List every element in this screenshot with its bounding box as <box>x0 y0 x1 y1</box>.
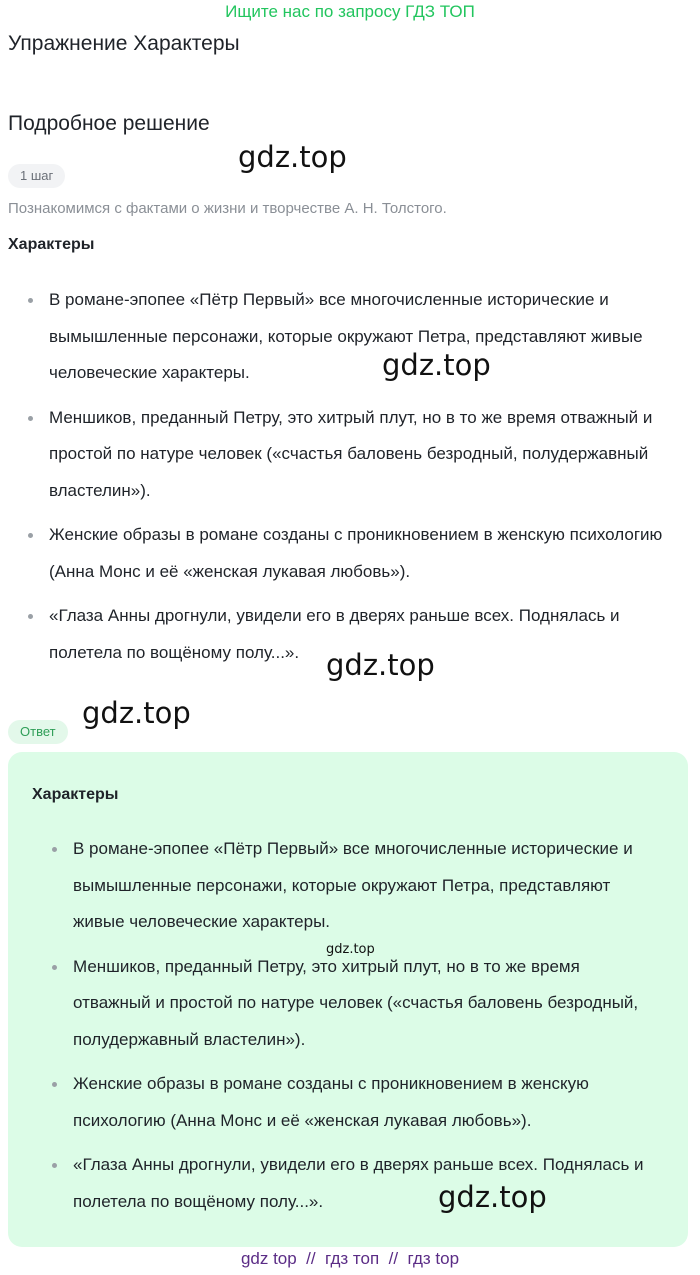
list-item: Женские образы в романе созданы с проникновением в женскую психологию (Анна Монс и её «женская лукавая любовь»). <box>32 1066 662 1139</box>
intro-text: Познакомимся с фактами о жизни и творчестве А. Н. Толстого. <box>8 200 447 217</box>
list-item: Меншиков, преданный Петру, это хитрый плут, но в то же время отважный и простой по натуре человек («счастья баловень безродный, полудержавный властелин»). <box>8 400 688 510</box>
list-item: «Глаза Анны дрогнули, увидели его в дверях раньше всех. Поднялась и полетела по вощёному полу...». <box>32 1147 662 1220</box>
watermark: gdz.top <box>438 1180 547 1214</box>
step-badge: 1 шаг <box>8 164 65 188</box>
answer-heading: Характеры <box>32 786 119 803</box>
footer: gdz top // гдз топ // гдз top <box>240 1249 460 1268</box>
watermark: gdz.top <box>382 348 491 382</box>
list-item: Женские образы в романе созданы с проникновением в женскую психологию (Анна Монс и её «женская лукавая любовь»). <box>8 517 688 590</box>
list-item: «Глаза Анны дрогнули, увидели его в дверях раньше всех. Поднялась и полетела по вощёному полу...». <box>8 598 688 671</box>
solution-list <box>8 282 688 679</box>
answer-list <box>32 831 662 1228</box>
watermark: gdz.top <box>326 942 375 957</box>
list-item: В романе-эпопее «Пётр Первый» все многочисленные исторические и вымышленные персонажи, которые окружают Петра, представляют живые человеческие характеры. <box>32 831 662 941</box>
solution-title: Подробное решение <box>8 112 210 135</box>
watermark: gdz.top <box>326 648 435 682</box>
exercise-title: Упражнение Характеры <box>8 32 240 55</box>
top-banner: Ищите нас по запросу ГДЗ ТОП <box>225 2 475 21</box>
list-item: В романе-эпопее «Пётр Первый» все многочисленные исторические и вымышленные персонажи, которые окружают Петра, представляют живые человеческие характеры. <box>8 282 688 392</box>
list-item: Меншиков, преданный Петру, это хитрый плут, но в то же время отважный и простой по натуре человек («счастья баловень безродный, полудержавный властелин»). <box>32 949 662 1059</box>
watermark: gdz.top <box>82 696 191 730</box>
watermark: gdz.top <box>238 140 347 174</box>
section-heading: Характеры <box>8 236 95 253</box>
answer-badge: Ответ <box>8 720 68 744</box>
